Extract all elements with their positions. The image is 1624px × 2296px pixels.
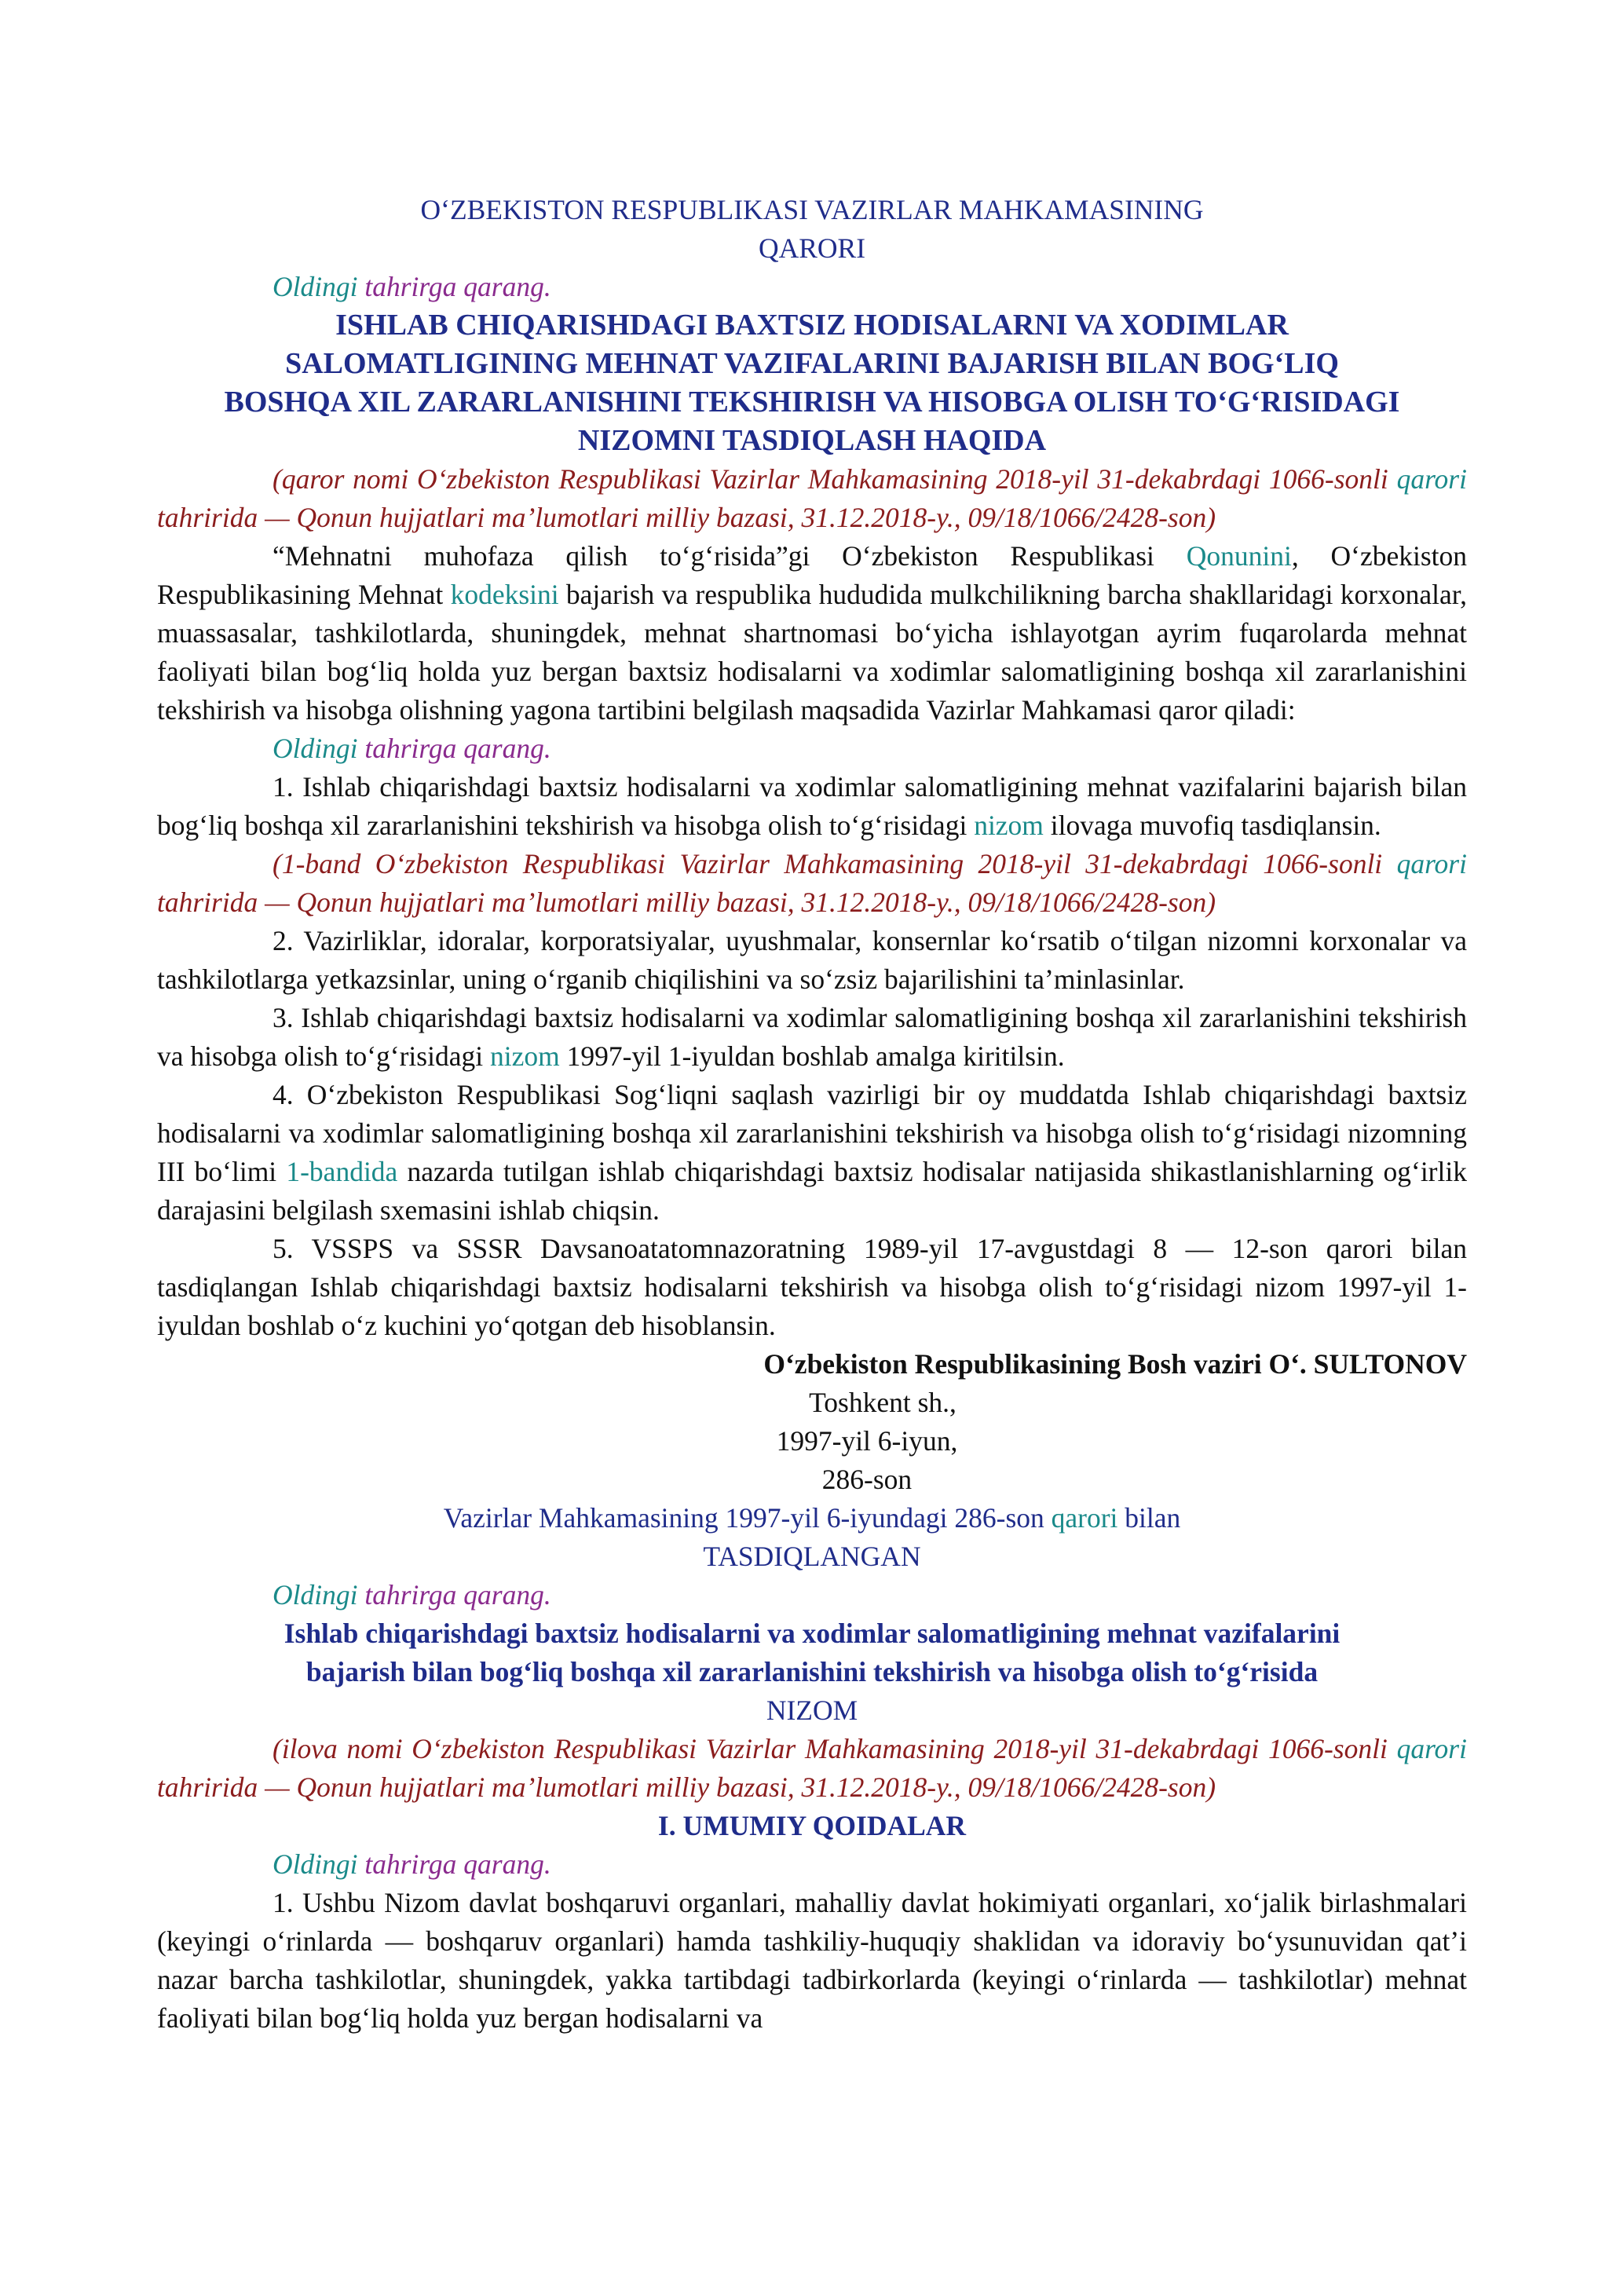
place-date: 1997-yil 6-iyun,	[776, 1425, 958, 1457]
nizom-link-2[interactable]: nizom	[489, 1040, 560, 1072]
edit-note-2	[157, 845, 1467, 922]
approval-note	[157, 1499, 1467, 1576]
place-number: 286-son	[821, 1464, 913, 1495]
signature: O‘zbekiston Respublikasining Bosh vaziri O‘. SULTONOV	[763, 1348, 1467, 1380]
item-2: 2. Vazirliklar, idoralar, korporatsiyalar, uyushmalar, konsernlar ko‘rsatib o‘tilgan nizomni korxonalar va tashkilotlarga yetkazsinlar, uning o‘rganib chiqilishini va so‘zsiz bajarilishini ta’minlasinlar.	[157, 925, 1467, 995]
edit-note-1-link[interactable]: qarori	[1396, 463, 1467, 495]
title-line-4: NIZOMNI TASDIQLASH HAQIDA	[577, 424, 1047, 457]
nizom-title	[157, 1614, 1467, 1730]
code-link[interactable]: kodeksini	[450, 579, 559, 610]
general-item-1: 1. Ushbu Nizom davlat boshqaruvi organlari, mahalliy davlat hokimiyati organlari, xo‘jalik birlashmalari (keyingi o‘rinlarda — boshqaruv organlari) hamda tashkiliy-huquqiy shaklidan va idoraviy bo‘ysunuvidan qat’i nazar barcha tashkilotlar, shuningdek, yakka tartibdagi tadbirkorlarda (keyingi o‘rinlarda — tashkilotlar) mehnat faoliyati bilan bog‘liq holda yuz bergan hodisalarni va	[157, 1887, 1467, 2034]
prev-edition-word: Oldingi	[272, 271, 358, 302]
edit-note-1-after: tahririda — Qonun hujjatlari ma’lumotlari milliy bazasi, 31.12.2018-y., 09/18/1066/2428-son)	[157, 502, 1216, 533]
header-line-1: O‘ZBEKISTON RESPUBLIKASI VAZIRLAR MAHKAMASINING	[420, 194, 1204, 225]
decree-header	[157, 191, 1467, 268]
item-4-before: 4. O‘zbekiston Respublikasi Sog‘liqni saqlash vazirligi bir oy muddatda Ishlab chiqarishdagi baxtsiz hodisalarni va xodimlar salomatligining boshqa xil zararlanishini tekshirish va hisobga olish to‘g‘risidagi nizomning III bo‘limi	[157, 1079, 1467, 1187]
item-3-before: 3. Ishlab chiqarishdagi baxtsiz hodisalarni va xodimlar salomatligining boshqa xil zararlanishini tekshirish va hisobga olish to‘g‘risidagi	[157, 1002, 1467, 1072]
nizom-title-line-1: Ishlab chiqarishdagi baxtsiz hodisalarni va xodimlar salomatligining mehnat vazifalarini	[283, 1618, 1341, 1649]
approval-after: bilan	[1117, 1502, 1181, 1534]
prev-edition-rest: tahrirga qarang.	[364, 733, 551, 764]
approval-line	[157, 1499, 1467, 1537]
edit-note-1	[157, 460, 1467, 537]
title-line-1: ISHLAB CHIQARISHDAGI BAXTSIZ HODISALARNI VA XODIMLAR	[335, 309, 1289, 342]
title-line-3: BOSHQA XIL ZARARLANISHINI TEKSHIRISH VA HISOBGA OLISH TO‘G‘RISIDAGI	[224, 386, 1400, 419]
document-body	[157, 191, 1467, 2038]
edit-note-3-link[interactable]: qarori	[1396, 1733, 1467, 1764]
nizom-link-1[interactable]: nizom	[974, 810, 1044, 841]
prev-edition-rest: tahrirga qarang.	[364, 271, 551, 302]
item-1-before: 1. Ishlab chiqarishdagi baxtsiz hodisalarni va xodimlar salomatligining mehnat vazifalarini bajarish bilan bog‘liq boshqa xil zararlanishini tekshirish va hisobga olish to‘g‘risidagi	[157, 771, 1467, 841]
prev-edition-link-4[interactable]	[157, 1845, 1467, 1884]
prev-edition-word: Oldingi	[272, 1848, 358, 1880]
prev-edition-rest: tahrirga qarang.	[364, 1848, 551, 1880]
prev-edition-word: Oldingi	[272, 733, 358, 764]
prev-edition-word: Oldingi	[272, 1579, 358, 1610]
prev-edition-link-2[interactable]	[157, 729, 1467, 768]
preamble-part-1: “Mehnatni muhofaza qilish to‘g‘risida”gi O‘zbekiston Respublikasi	[272, 540, 1187, 572]
place-city: Toshkent sh.,	[809, 1387, 956, 1418]
edit-note-3-after: tahririda — Qonun hujjatlari ma’lumotlari milliy bazasi, 31.12.2018-y., 09/18/1066/2428-son)	[157, 1771, 1216, 1803]
approval-before: Vazirlar Mahkamasining 1997-yil 6-iyundagi 286-son	[443, 1502, 1052, 1534]
prev-edition-rest: tahrirga qarang.	[364, 1579, 551, 1610]
prev-edition-link-3[interactable]	[157, 1576, 1467, 1614]
edit-note-1-before: (qaror nomi O‘zbekiston Respublikasi Vazirlar Mahkamasining 2018-yil 31-dekabrdagi 1066-sonli	[272, 463, 1397, 495]
approval-link[interactable]: qarori	[1051, 1502, 1118, 1534]
edit-note-2-link[interactable]: qarori	[1396, 848, 1467, 879]
item-5: 5. VSSPS va SSSR Davsanoatatomnazoratning 1989-yil 17-avgustdagi 8 — 12-son qarori bilan tasdiqlangan Ishlab chiqarishdagi baxtsiz hodisalarni tekshirish va hisobga olish to‘g‘risidagi nizom 1997-yil 1-iyuldan boshlab o‘z kuchini yo‘qotgan deb hisoblansin.	[157, 1233, 1467, 1341]
item-4-after: nazarda tutilgan ishlab chiqarishdagi baxtsiz hodisalar natijasida shikastlanishlarning og‘irlik darajasini belgilash sxemasini ishlab chiqsin.	[157, 1156, 1467, 1226]
edit-note-3	[157, 1730, 1467, 1807]
item-3-after: 1997-yil 1-iyuldan boshlab amalga kiritilsin.	[559, 1040, 1065, 1072]
prev-edition-link-1[interactable]	[157, 268, 1467, 306]
band-link[interactable]: 1-bandida	[286, 1156, 398, 1187]
law-link[interactable]: Qonunini	[1186, 540, 1292, 572]
nizom-title-line-2: bajarish bilan bog‘liq boshqa xil zararlanishini tekshirish va hisobga olish to‘g‘risida	[305, 1656, 1319, 1687]
item-1-after: ilovaga muvofiq tasdiqlansin.	[1043, 810, 1381, 841]
edit-note-2-before: (1-band O‘zbekiston Respublikasi Vazirlar Mahkamasining 2018-yil 31-dekabrdagi 1066-sonli	[272, 848, 1397, 879]
header-line-2: QARORI	[758, 232, 866, 264]
nizom-title-line-3: NIZOM	[766, 1695, 858, 1726]
title-line-2: SALOMATLIGINING MEHNAT VAZIFALARINI BAJARISH BILAN BOG‘LIQ	[285, 347, 1339, 380]
preamble-part-3: bajarish va respublika hududida mulkchilikning barcha shakllaridagi korxonalar, muassasalar, tashkilotlarda, shuningdek, mehnat shartnomasi bo‘yicha ishlayotgan ayrim fuqarolarda mehnat faoliyati bilan bog‘liq holda yuz bergan baxtsiz hodisalarni va xodimlar salomatligining boshqa xil zararlanishini tekshirish va hisobga olishning yagona tartibini belgilash maqsadida Vazirlar Mahkamasi qaror qiladi:	[157, 579, 1467, 726]
decree-title	[157, 306, 1467, 460]
item-4	[157, 1076, 1467, 1230]
preamble-part-2: , O‘zbekiston Respublikasining Mehnat	[157, 540, 1468, 610]
item-3	[157, 999, 1467, 1076]
section-heading: I. UMUMIY QOIDALAR	[657, 1810, 967, 1841]
approved-label: TASDIQLANGAN	[703, 1541, 921, 1572]
preamble-paragraph	[157, 537, 1467, 729]
item-1	[157, 768, 1467, 845]
edit-note-3-before: (ilova nomi O‘zbekiston Respublikasi Vazirlar Mahkamasining 2018-yil 31-dekabrdagi 1066-sonli	[272, 1733, 1397, 1764]
edit-note-2-after: tahririda — Qonun hujjatlari ma’lumotlari milliy bazasi, 31.12.2018-y., 09/18/1066/2428-son)	[157, 887, 1216, 918]
